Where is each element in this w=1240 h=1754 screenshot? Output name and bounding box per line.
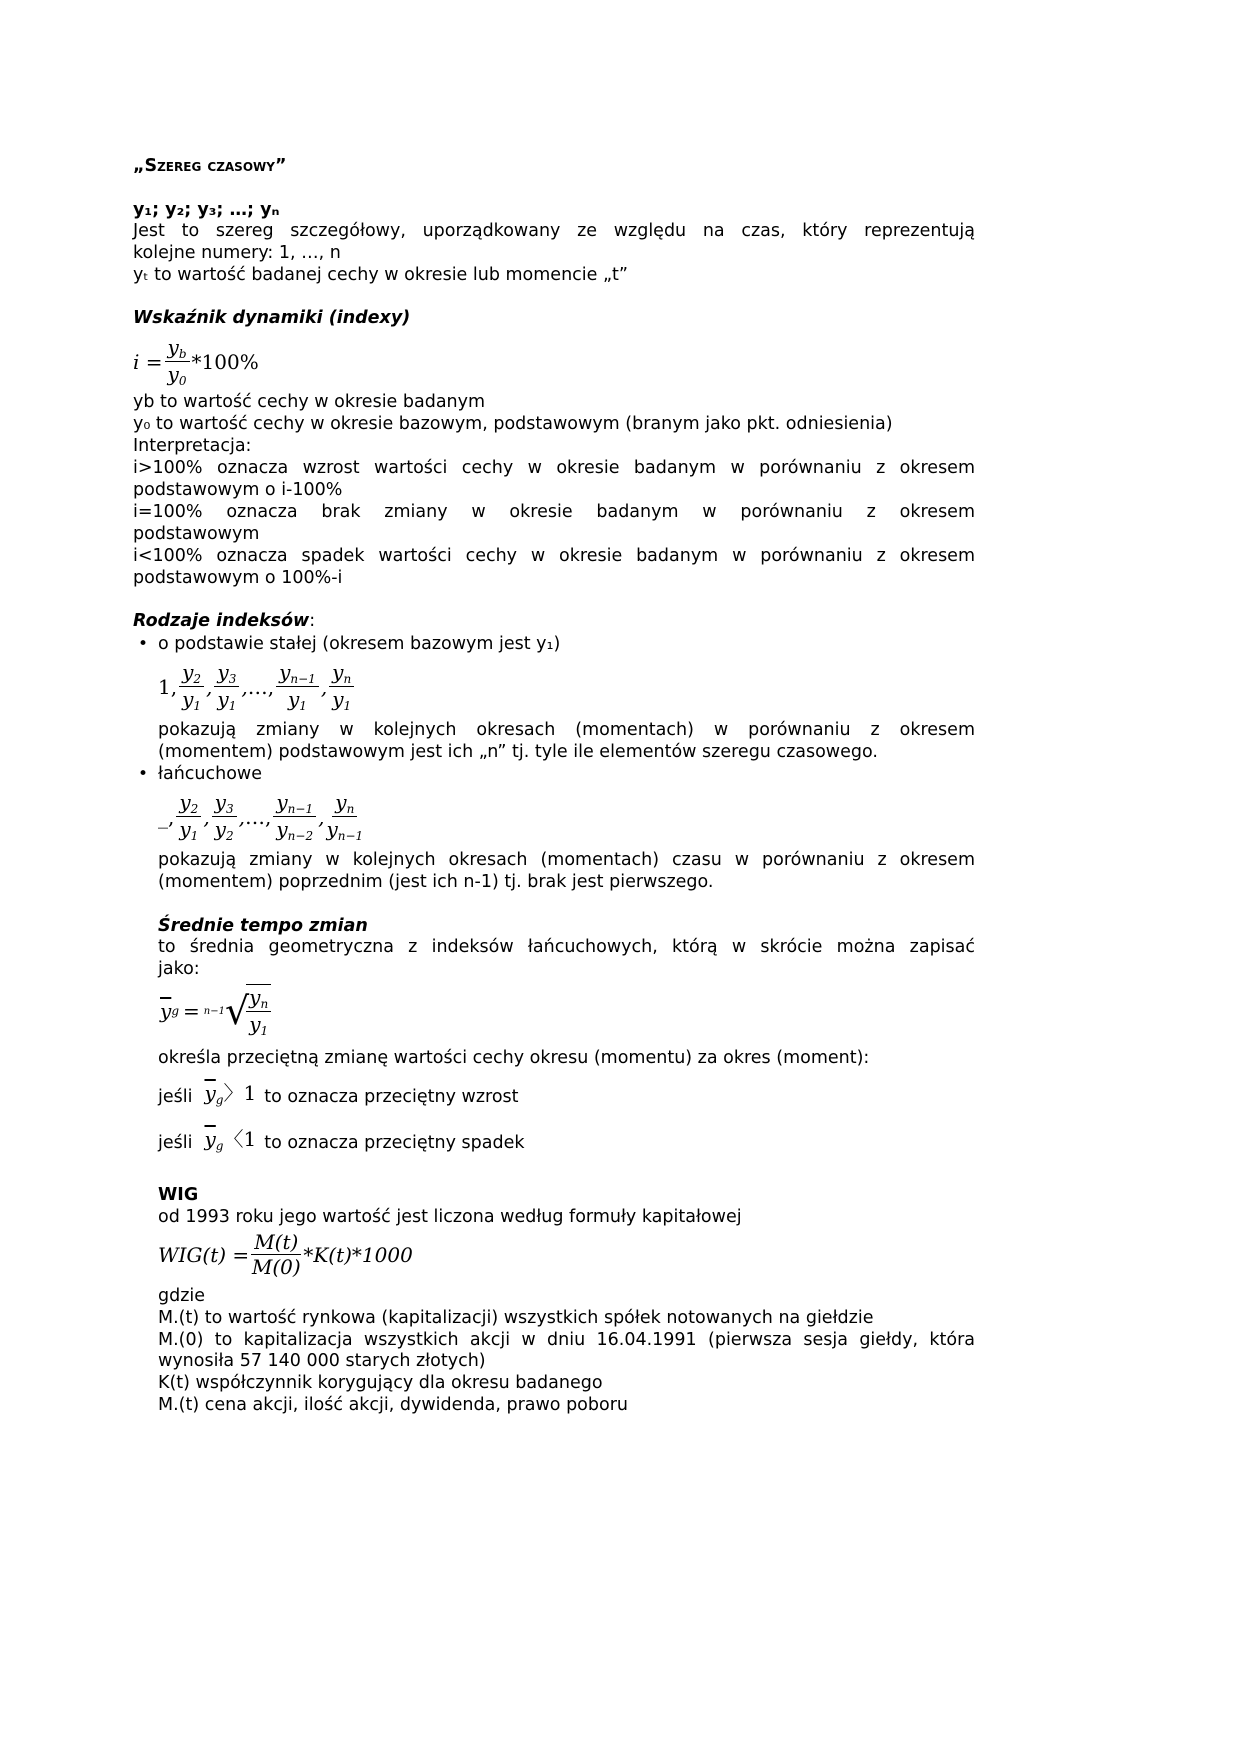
formula-fixed-base: 1, $y_2$ $y_1$ , $y_3$ $y_1$ , …, $y_{n-1}$ $y_1$ , $y_n$ $y_1$ <box>158 660 356 713</box>
formula-text: *K(t)*1000 <box>303 1242 413 1267</box>
condition-decline: jeśli $\overline{y}_g$〈1 to oznacza przeciętny spadek <box>158 1127 525 1153</box>
formula-text: n−1 <box>203 1005 225 1017</box>
condition-text: to oznacza przeciętny spadek <box>264 1132 525 1153</box>
formula-text: = <box>183 999 200 1023</box>
section-heading-mean-rate: Średnie tempo zmian <box>158 916 368 936</box>
formula-text: 1 <box>299 699 307 713</box>
formula-text: 1, <box>158 674 178 699</box>
document-title: „Szereg czasowy” <box>133 156 287 176</box>
formula-text: n−1 <box>287 802 314 816</box>
text-line: podstawowym o 100%-i <box>133 568 343 588</box>
text-line: i=100% oznacza brak zmiany w okresie badanym w porównaniu z okresem <box>133 502 975 522</box>
formula-text: n <box>260 997 269 1011</box>
text-line: pokazują zmiany w kolejnych okresach (momentach) w porównaniu z okresem <box>158 720 975 740</box>
bullet-item: o podstawie stałej (okresem bazowym jest y₁) <box>158 634 561 654</box>
formula-index <box>133 335 259 388</box>
bullet-item: łańcuchowe <box>158 764 263 784</box>
formula-text: WIG(t) = <box>158 1242 250 1267</box>
formula-text: …, <box>244 804 272 829</box>
formula-text: 〈1 <box>223 1127 257 1151</box>
formula-text: n−2 <box>287 829 314 843</box>
bullet-icon: • <box>138 764 149 784</box>
formula-text: 〉1 <box>223 1081 257 1105</box>
bullet-icon: • <box>138 634 149 654</box>
formula-text: $\overline{y}$ <box>160 999 172 1023</box>
section-heading-wig: WIG <box>158 1185 199 1205</box>
text-line: y₀ to wartość cechy w okresie bazowym, podstawowym (branym jako pkt. odniesienia) <box>133 414 893 434</box>
text-line: od 1993 roku jego wartość jest liczona według formuły kapitałowej <box>158 1207 742 1227</box>
text-line: jako: <box>158 959 200 979</box>
formula-text: n <box>346 802 355 816</box>
formula-text: b <box>178 347 187 361</box>
text-line: wynosiła 57 140 000 starych złotych) <box>158 1351 486 1371</box>
formula-text: 0 <box>178 374 187 388</box>
text-line: podstawowym o i-100% <box>133 480 343 500</box>
formula-geometric-mean: $\overline{y}$ g = n−1 √ $y_n$ $y_1$ <box>160 984 273 1038</box>
condition-text: to oznacza przeciętny wzrost <box>264 1086 519 1107</box>
formula-text: g <box>171 1004 179 1018</box>
formula-text: M(0) <box>251 1255 301 1279</box>
formula-chain: _, $y_2$ $y_1$ , $y_3$ $y_2$ , …, $y_{n-1}$ $y_{n-2}$ , $y_n$ $y_{n-1}$ <box>158 790 364 843</box>
condition-growth: jeśli $\overline{y}_g$〉1 to oznacza przeciętny wzrost <box>158 1081 519 1107</box>
formula-wig <box>158 1230 413 1279</box>
text-line: M.(t) cena akcji, ilość akcji, dywidenda, prawo poboru <box>158 1395 628 1415</box>
formula-text: *100% <box>191 349 259 374</box>
section-heading-index: Wskaźnik dynamiki (indexy) <box>133 308 411 328</box>
intro-line: kolejne numery: 1, …, n <box>133 243 341 263</box>
formula-text: 1 <box>228 699 237 713</box>
text-line: pokazują zmiany w kolejnych okresach (momentach) czasu w porównaniu z okresem <box>158 850 975 870</box>
formula-text: M(t) <box>251 1230 301 1255</box>
text-line: określa przeciętną zmianę wartości cechy okresu (momentu) za okres (moment): <box>158 1048 870 1068</box>
formula-text: 1 <box>343 699 352 713</box>
text-line: podstawowym <box>133 524 260 544</box>
text-line: M.(0) to kapitalizacja wszystkich akcji w dniu 16.04.1991 (pierwsza sesja giełdy, która <box>158 1330 975 1350</box>
text-line: (momentem) podstawowym jest ich „n” tj. tyle ile elementów szeregu czasowego. <box>158 742 878 762</box>
formula-text: 2 <box>225 829 234 843</box>
formula-text: 1 <box>260 1024 269 1038</box>
text-line: yb to wartość cechy w okresie badanym <box>133 392 486 412</box>
formula-text: y <box>167 362 179 386</box>
text-line: i<100% oznacza spadek wartości cechy w okresie badanym w porównaniu z okresem <box>133 546 975 566</box>
text-line: to średnia geometryczna z indeksów łańcuchowych, którą w skrócie można zapisać <box>158 937 975 957</box>
formula-text: 3 <box>228 672 237 686</box>
formula-text: n−1 <box>337 829 364 843</box>
formula-text: n <box>343 672 352 686</box>
formula-text: 3 <box>225 802 234 816</box>
text-line: i>100% oznacza wzrost wartości cechy w okresie badanym w porównaniu z okresem <box>133 458 975 478</box>
heading-colon: : <box>309 611 316 631</box>
series-notation: y₁; y₂; y₃; …; yₙ <box>133 200 280 220</box>
text-line: (momentem) poprzednim (jest ich n-1) tj. brak jest pierwszego. <box>158 872 714 892</box>
text-line: M.(t) to wartość rynkowa (kapitalizacji) wszystkich spółek notowanych na giełdzie <box>158 1308 874 1328</box>
formula-text: n−1 <box>290 672 316 686</box>
if-label: jeśli <box>158 1132 193 1153</box>
formula-text: 1 <box>190 829 199 843</box>
formula-text: i = <box>133 349 163 374</box>
if-label: jeśli <box>158 1086 193 1107</box>
text-line: gdzie <box>158 1286 206 1306</box>
formula-text: …, <box>247 674 275 699</box>
formula-text: _, <box>158 804 175 829</box>
intro-line: yₜ to wartość badanej cechy w okresie lub momencie „t” <box>133 265 628 285</box>
formula-text: 1 <box>193 699 202 713</box>
formula-text: 2 <box>190 802 199 816</box>
text-line: K(t) współczynnik korygujący dla okresu badanego <box>158 1373 603 1393</box>
section-heading-index-types <box>133 610 315 632</box>
formula-text: 2 <box>193 672 202 686</box>
heading-text: Rodzaje indeksów <box>133 611 310 631</box>
intro-line: Jest to szereg szczegółowy, uporządkowany ze względu na czas, który reprezentują <box>133 221 975 241</box>
formula-text: y <box>167 335 179 359</box>
text-line: Interpretacja: <box>133 436 252 456</box>
